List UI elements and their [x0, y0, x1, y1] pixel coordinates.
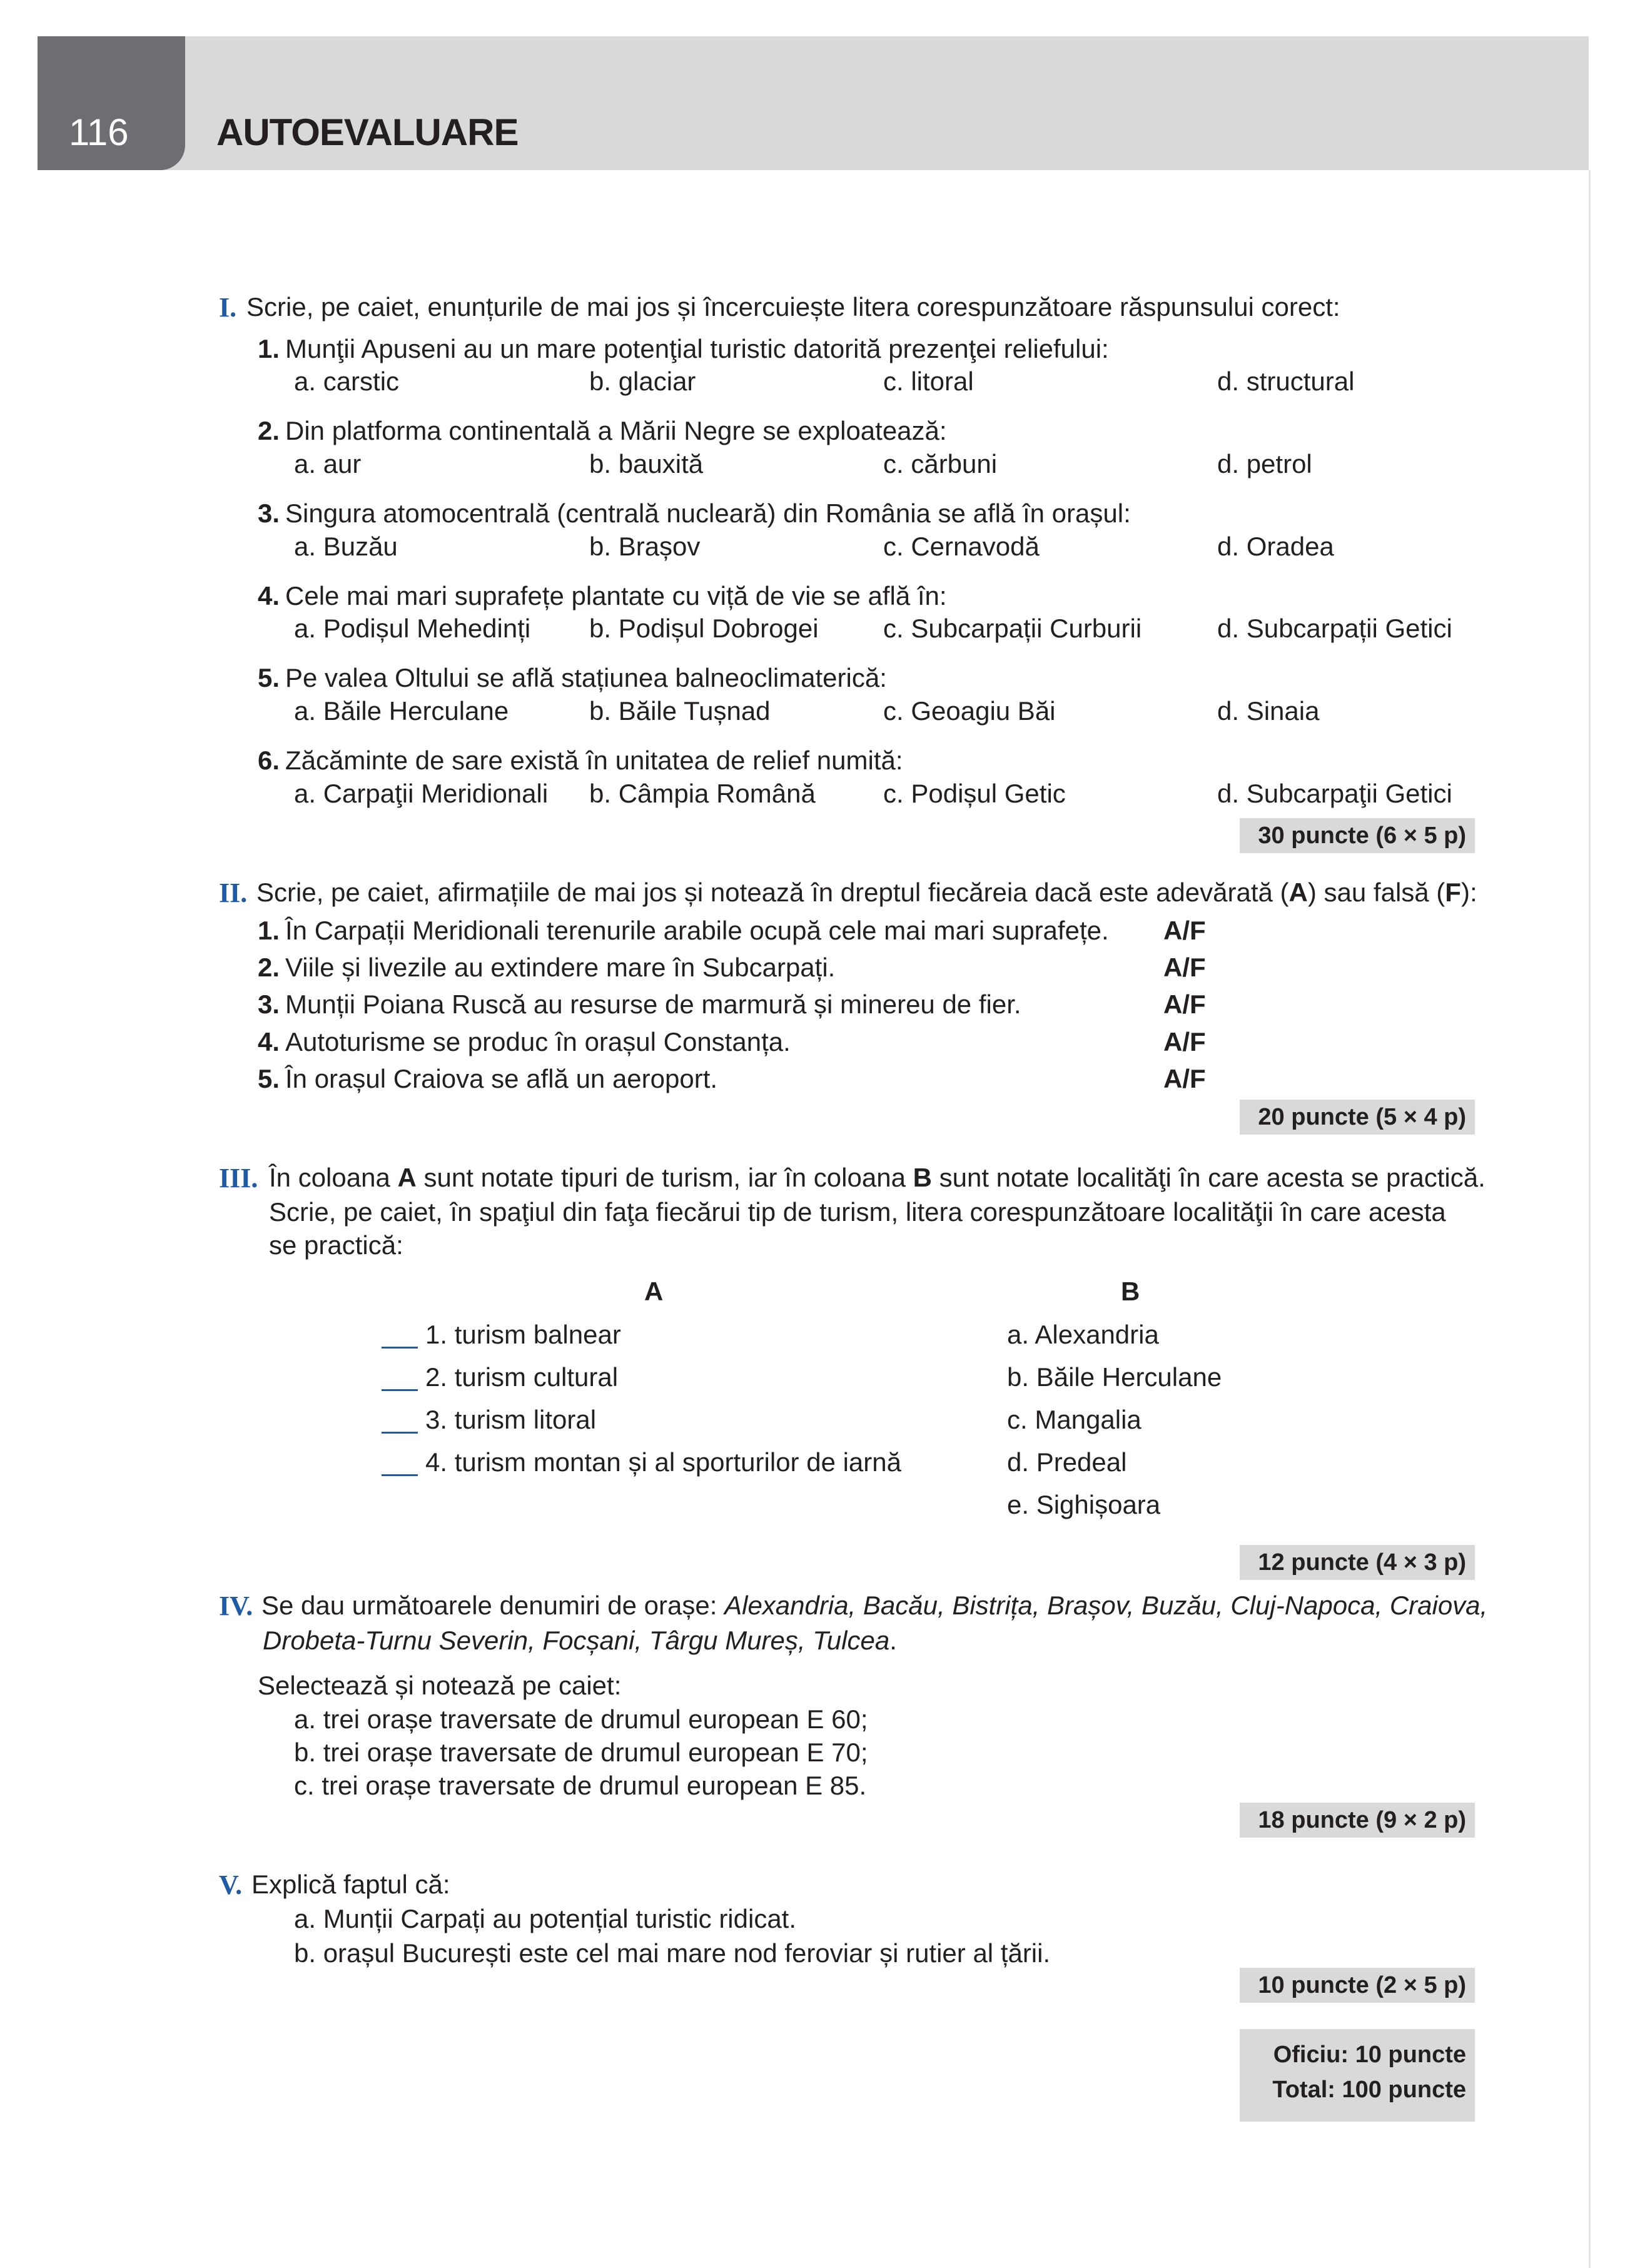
statement: Viile și livezile au extindere mare în Subcarpați.	[285, 953, 836, 982]
task-item: b. orașul București este cel mai mare nod feroviar și rutier al țării.	[294, 1938, 1051, 1968]
statement: Autoturisme se produc în orașul Constanța.	[285, 1027, 791, 1056]
true-false-mark: A/F	[1163, 1027, 1206, 1056]
section-number: III.	[219, 1163, 258, 1193]
option-b: b. Brașov	[589, 532, 701, 561]
score-box: 10 puncte (2 × 5 p)	[1240, 1968, 1475, 2003]
answer-blank	[382, 1432, 418, 1434]
option-b: b. Băile Tușnad	[589, 696, 771, 726]
true-false-mark: A/F	[1163, 1064, 1206, 1093]
section-intro: Scrie, pe caiet, afirmațiile de mai jos și notează în dreptul fiecăreia dacă este adevărată (A) sau falsă (F):	[256, 878, 1477, 907]
locality: a. Alexandria	[1007, 1320, 1159, 1349]
score-box: 30 puncte (6 × 5 p)	[1240, 818, 1475, 853]
question-text: Pe valea Oltului se află stațiunea balneoclimaterică:	[285, 663, 887, 692]
true-false-mark: A/F	[1163, 990, 1206, 1019]
question-number: 2.	[258, 416, 280, 445]
question-number: 1.	[258, 334, 280, 363]
option-b: b. Câmpia Română	[589, 779, 816, 808]
option-c: c. Geoagiu Băi	[883, 696, 1056, 726]
section-intro: Explică faptul că:	[251, 1870, 450, 1899]
section-number: II.	[219, 878, 248, 908]
question-number: 4.	[258, 581, 280, 610]
item-number: 4.	[258, 1027, 280, 1056]
tourism-type: 3. turism litoral	[425, 1405, 597, 1434]
option-a: a. Podișul Mehedinți	[294, 614, 531, 643]
option-d: d. Subcarpații Getici	[1217, 614, 1452, 643]
option-a: a. Băile Herculane	[294, 696, 509, 726]
score-box: 12 puncte (4 × 3 p)	[1240, 1545, 1475, 1580]
option-d: d. Subcarpaţii Getici	[1217, 779, 1452, 808]
tourism-type: 2. turism cultural	[425, 1362, 619, 1392]
locality: c. Mangalia	[1007, 1405, 1142, 1434]
option-d: d. structural	[1217, 367, 1355, 396]
option-d: d. petrol	[1217, 449, 1312, 478]
tourism-type: 4. turism montan și al sporturilor de iarnă	[425, 1447, 901, 1477]
option-c: c. litoral	[883, 367, 974, 396]
item-number: 2.	[258, 953, 280, 982]
option-c: c. cărbuni	[883, 449, 998, 478]
task-item: c. trei orașe traversate de drumul european E 85.	[294, 1771, 867, 1800]
option-d: d. Oradea	[1217, 532, 1334, 561]
answer-blank	[382, 1347, 418, 1349]
totals-box	[1240, 2029, 1475, 2122]
question-text: Singura atomocentrală (centrală nucleară) din România se află în orașul:	[285, 499, 1131, 528]
question-number: 3.	[258, 499, 280, 528]
option-c: c. Podișul Getic	[883, 779, 1066, 808]
task-text: Selectează și notează pe caiet:	[258, 1671, 622, 1700]
locality: e. Sighișoara	[1007, 1490, 1161, 1519]
option-b: b. bauxită	[589, 449, 704, 478]
page-title: AUTOEVALUARE	[216, 111, 519, 153]
section-number: V.	[219, 1870, 243, 1900]
option-a: a. aur	[294, 449, 362, 478]
question-text: Zăcăminte de sare există în unitatea de relief numită:	[285, 746, 903, 775]
section-number: IV.	[219, 1591, 253, 1621]
option-c: c. Subcarpații Curburii	[883, 614, 1142, 643]
option-b: b. Podișul Dobrogei	[589, 614, 819, 643]
option-a: a. carstic	[294, 367, 400, 396]
statement: În Carpații Meridionali terenurile arabile ocupă cele mai mari suprafețe.	[285, 916, 1109, 945]
question-number: 6.	[258, 746, 280, 775]
total-points: Total: 100 puncte	[1272, 2077, 1466, 2103]
question-number: 5.	[258, 663, 280, 692]
section-intro-line-2: Drobeta-Turnu Severin, Focșani, Târgu Mureș, Tulcea.	[263, 1626, 897, 1655]
locality: b. Băile Herculane	[1007, 1362, 1222, 1392]
page-number: 116	[69, 111, 129, 153]
column-a-header: A	[644, 1277, 664, 1306]
option-a: a. Carpaţii Meridionali	[294, 779, 549, 808]
question-text: Cele mai mari suprafețe plantate cu viță de vie se află în:	[285, 581, 947, 610]
answer-blank	[382, 1389, 418, 1391]
option-b: b. glaciar	[589, 367, 696, 396]
item-number: 3.	[258, 990, 280, 1019]
section-intro-line-3: se practică:	[269, 1230, 403, 1260]
tourism-type: 1. turism balnear	[425, 1320, 621, 1349]
section-intro-line-1: În coloana A sunt notate tipuri de turism, iar în coloana B sunt notate localităţi în care acesta se practică.	[269, 1163, 1486, 1192]
statement: În orașul Craiova se află un aeroport.	[285, 1064, 718, 1093]
column-b-header: B	[1121, 1277, 1140, 1306]
answer-blank	[382, 1474, 418, 1476]
true-false-mark: A/F	[1163, 953, 1206, 982]
oficiu-points: Oficiu: 10 puncte	[1273, 2042, 1466, 2068]
section-number: I.	[219, 292, 237, 323]
item-number: 5.	[258, 1064, 280, 1093]
question-text: Din platforma continentală a Mării Negre se exploatează:	[285, 416, 947, 445]
page-edge-rule	[1589, 170, 1591, 2268]
locality: d. Predeal	[1007, 1447, 1127, 1477]
task-item: a. Munții Carpați au potențial turistic ridicat.	[294, 1904, 797, 1933]
true-false-mark: A/F	[1163, 916, 1206, 945]
option-d: d. Sinaia	[1217, 696, 1320, 726]
score-box: 18 puncte (9 × 2 p)	[1240, 1803, 1475, 1838]
section-intro-line-2: Scrie, pe caiet, în spaţiul din faţa fiecărui tip de turism, litera corespunzătoare localităţii în care acesta	[269, 1197, 1446, 1227]
item-number: 1.	[258, 916, 280, 945]
section-intro-line-1: Se dau următoarele denumiri de orașe: Alexandria, Bacău, Bistrița, Brașov, Buzău, Cluj-Napoca, Craiova,	[261, 1591, 1488, 1620]
section-intro: Scrie, pe caiet, enunțurile de mai jos și încercuiește litera corespunzătoare răspunsului corect:	[246, 292, 1340, 321]
option-c: c. Cernavodă	[883, 532, 1040, 561]
statement: Munții Poiana Ruscă au resurse de marmură și minereu de fier.	[285, 990, 1021, 1019]
score-box: 20 puncte (5 × 4 p)	[1240, 1100, 1475, 1135]
task-item: a. trei orașe traversate de drumul european E 60;	[294, 1704, 868, 1734]
task-item: b. trei orașe traversate de drumul european E 70;	[294, 1738, 868, 1767]
question-text: Munţii Apuseni au un mare potenţial turistic datorită prezenţei reliefului:	[285, 334, 1109, 363]
option-a: a. Buzău	[294, 532, 398, 561]
